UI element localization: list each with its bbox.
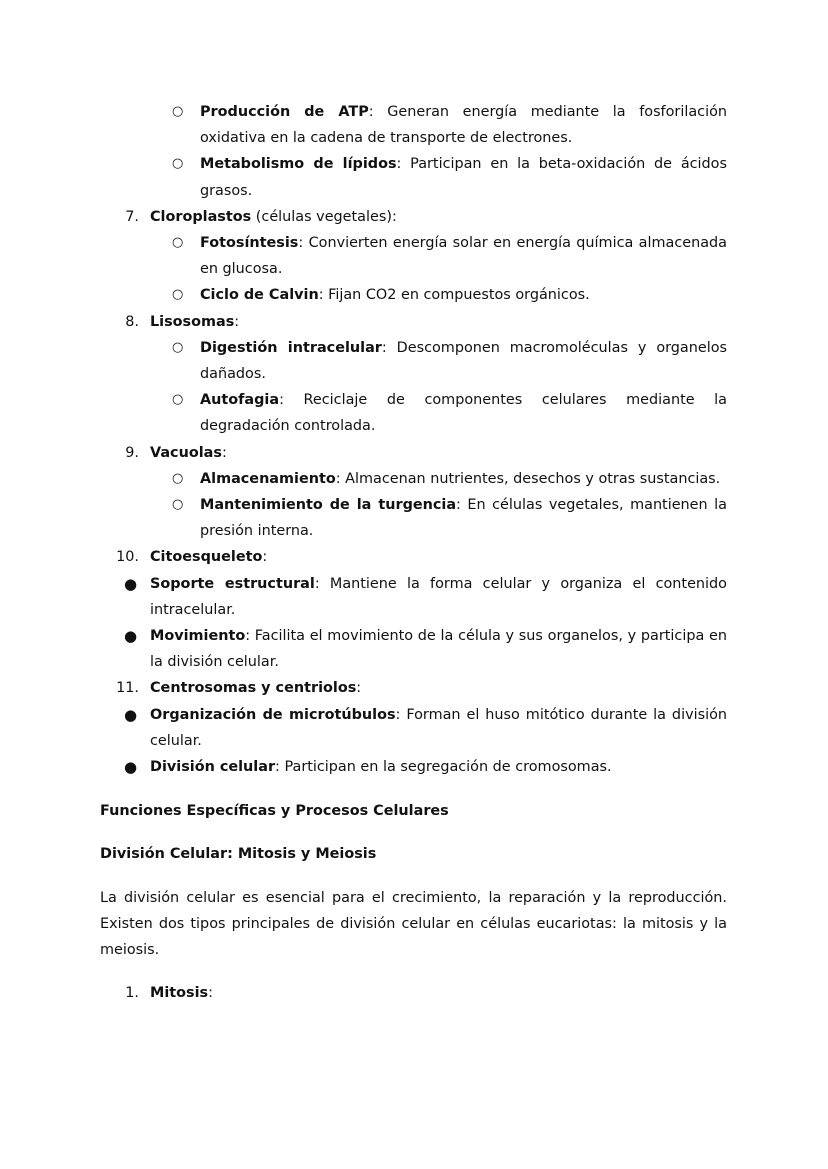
item-term: Ciclo de Calvin — [200, 287, 319, 304]
item-number: 11. — [116, 680, 139, 697]
item-text: : Reciclaje de componentes celulares mediante la degradación controlada. — [200, 392, 727, 435]
circle-bullet-icon: ○ — [172, 104, 184, 119]
bullet-icon: ● — [124, 758, 138, 777]
item-number: 8. — [125, 313, 139, 330]
item-text: : — [221, 444, 227, 461]
item-term: Centrosomas y centriolos — [150, 680, 357, 697]
circle-bullet-icon: ○ — [172, 287, 184, 303]
subsection-heading: División Celular: Mitosis y Meiosis — [100, 846, 377, 863]
item-text: : Mantiene la forma celular y organiza el contenido intracelular. — [150, 575, 727, 618]
list-item — [0, 230, 727, 282]
section-heading: Funciones Específicas y Procesos Celulares — [100, 803, 449, 820]
item-text: : Descomponen macromoléculas y organelos dañados. — [200, 339, 728, 383]
item-text: : Facilita el movimiento de la célula y sus organelos, y participa en la división celular. — [150, 628, 727, 671]
item-term: Lisosomas — [150, 313, 235, 330]
bullet-icon: ● — [124, 705, 138, 724]
circle-bullet-icon: ○ — [172, 156, 184, 172]
item-term: Autofagia — [200, 392, 280, 409]
item-text: : — [356, 680, 362, 697]
item-term: Fotosíntesis — [200, 235, 299, 252]
item-text: : Participan en la beta-oxidación de ácidos grasos. — [200, 156, 727, 199]
item-text: : — [262, 549, 268, 566]
item-term: Mitosis — [150, 985, 209, 1002]
list-item — [0, 702, 727, 754]
circle-bullet-icon: ○ — [172, 392, 184, 408]
numbered-item — [0, 675, 727, 701]
circle-bullet-icon: ○ — [172, 470, 184, 486]
item-term: Digestión intracelular — [200, 339, 382, 356]
bullet-icon: ● — [124, 627, 138, 646]
item-text: : — [234, 313, 240, 330]
item-term: Movimiento — [150, 628, 246, 645]
numbered-item — [0, 980, 727, 1006]
list-item — [0, 466, 727, 492]
item-text: : En células vegetales, mantienen la presión interna. — [200, 497, 727, 540]
list-item — [0, 623, 727, 675]
item-number: 1. — [125, 985, 139, 1002]
numbered-item — [0, 309, 727, 335]
item-text: : Generan energía mediante la fosforilación oxidativa en la cadena de transporte de electrones. — [200, 104, 727, 147]
circle-bullet-icon: ○ — [172, 235, 184, 251]
list-item — [0, 282, 727, 308]
item-term: Citoesqueleto — [150, 549, 263, 566]
item-text: : Fijan CO2 en compuestos orgánicos. — [318, 287, 590, 304]
item-text: : Forman el huso mitótico durante la división celular. — [150, 706, 727, 749]
item-term: Mantenimiento de la turgencia — [200, 497, 457, 514]
circle-bullet-icon: ○ — [172, 339, 184, 355]
item-text: : Participan en la segregación de cromosomas. — [275, 759, 612, 776]
item-term: Soporte estructural — [150, 575, 315, 592]
item-term: División celular — [150, 759, 276, 776]
item-term: Organización de microtúbulos — [150, 706, 396, 723]
circle-bullet-icon: ○ — [172, 497, 184, 513]
numbered-item — [0, 544, 727, 570]
item-term: Metabolismo de lípidos — [200, 156, 397, 173]
item-number: 10. — [116, 549, 139, 566]
list-item — [0, 571, 727, 623]
item-text: : Almacenan nutrientes, desechos y otras sustancias. — [335, 470, 721, 487]
item-text: (células vegetales): — [251, 208, 397, 225]
item-term: Vacuolas — [150, 444, 222, 461]
item-text: : Convierten energía solar en energía química almacenada en glucosa. — [200, 235, 727, 278]
item-text: : — [208, 985, 213, 1002]
item-number: 9. — [125, 444, 139, 461]
bullet-icon: ● — [124, 574, 138, 593]
item-term: Almacenamiento — [200, 470, 336, 487]
numbered-item — [0, 204, 727, 230]
body-paragraph: La división celular es esencial para el crecimiento, la reparación y la reproducción. Existen dos tipos principales de división celular en células eucariotas: la mitosis y la meiosis. — [100, 889, 727, 959]
item-term: Producción de ATP — [200, 104, 369, 120]
item-number: 7. — [125, 208, 139, 225]
list-item — [0, 99, 727, 151]
list-item — [0, 151, 727, 203]
item-term: Cloroplastos — [150, 208, 252, 225]
list-item — [0, 754, 727, 780]
list-item — [0, 492, 727, 544]
list-item — [0, 335, 727, 387]
numbered-item — [0, 440, 727, 466]
list-item — [0, 387, 727, 439]
document-page — [0, 99, 828, 1007]
